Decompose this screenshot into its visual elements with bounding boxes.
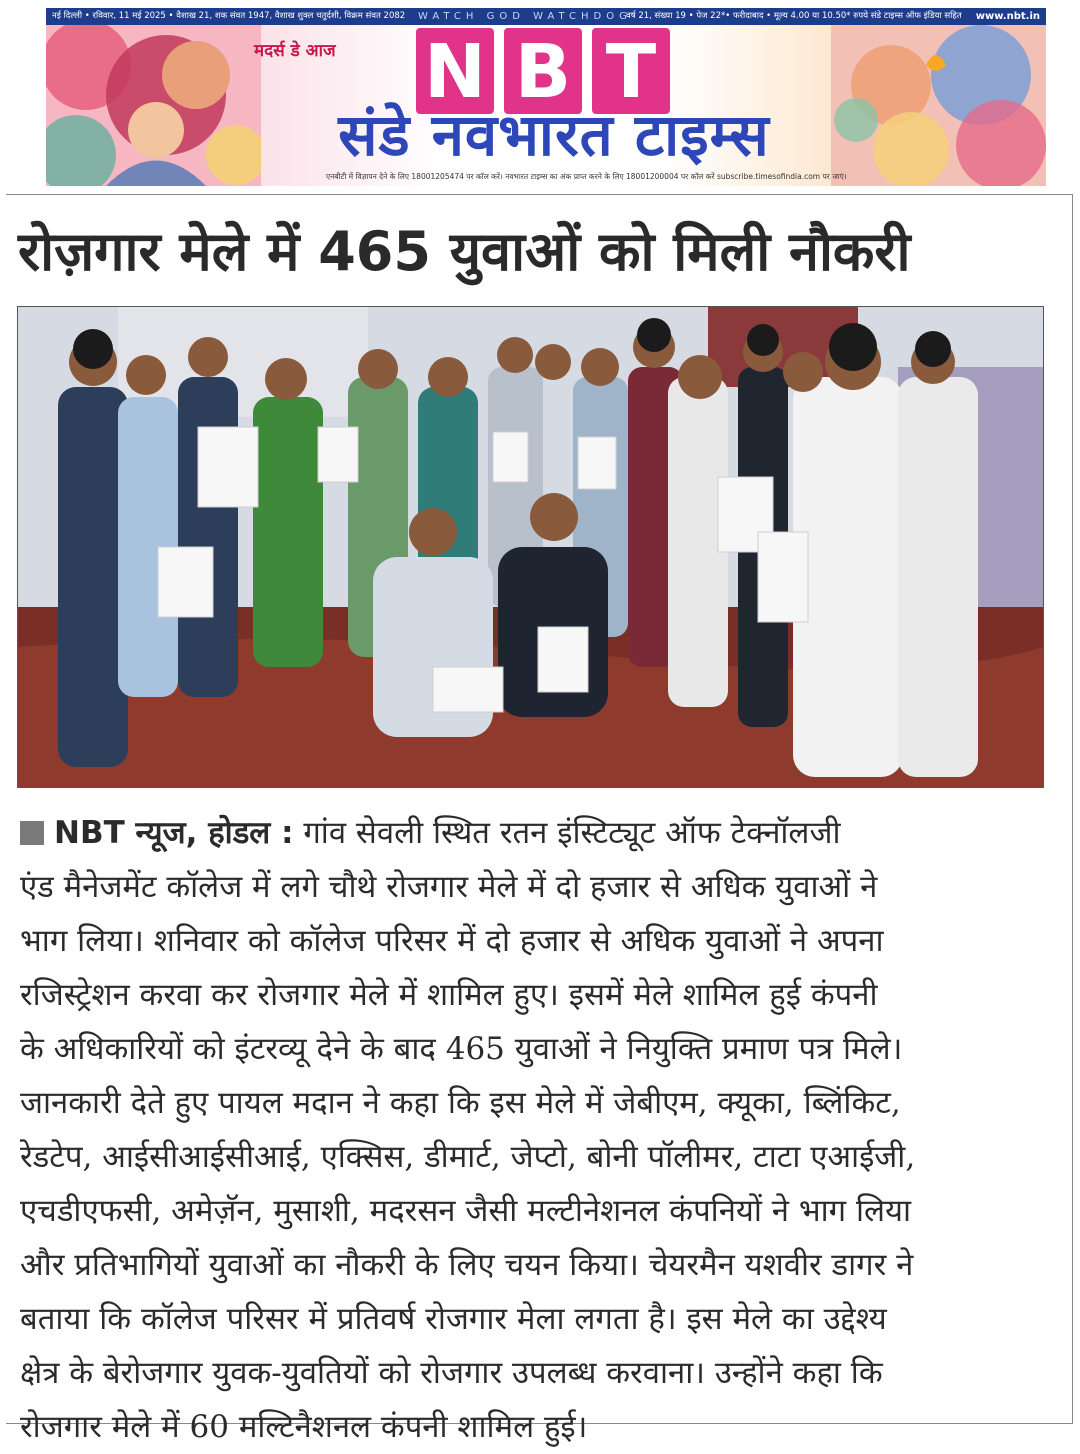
newspaper-wordmark: संडे नवभारत टाइम्स xyxy=(338,101,770,169)
article-headline: रोज़गार मेले में 465 युवाओं को मिली नौकरी xyxy=(18,220,911,283)
website-link[interactable]: www.nbt.in xyxy=(975,11,1040,22)
masthead xyxy=(46,8,1046,186)
article-line: के अधिकारियों को इंटरव्यू देने के बाद 465 युवाओं ने नियुक्ति प्रमाण पत्र मिले। xyxy=(20,1031,903,1067)
logo-letter-t: T xyxy=(592,28,670,114)
article-line: और प्रतिभागियों युवाओं का नौकरी के लिए चयन किया। चेयरमैन यशवीर डागर ने xyxy=(20,1247,914,1283)
article-byline: NBT न्यूज, होडल : xyxy=(54,815,294,851)
article-line-1 xyxy=(20,806,1050,860)
article-line: भाग लिया। शनिवार को कॉलेज परिसर में दो हजार से अधिक युवाओं ने अपना xyxy=(20,923,884,959)
article-line: रेडटेप, आईसीआईसीआई, एक्सिस, डीमार्ट, जेप्टो, बोनी पॉलीमर, टाटा एआईजी, xyxy=(20,1139,916,1175)
mothers-day-label: मदर्स डे आज xyxy=(254,41,336,61)
mothers-day-art-right xyxy=(831,25,1046,186)
article-body xyxy=(20,806,1050,1454)
issue-info: वर्ष 21, संख्या 19 • पेज 22*• फरीदाबाद • मूल्य 4.00 या 10.50* रुपये संडे टाइम्स ऑफ इंडिया सहित xyxy=(626,11,962,21)
article-line: बताया कि कॉलेज परिसर में प्रतिवर्ष रोजगार मेला लगता है। इस मेले का उद्देश्य xyxy=(20,1301,887,1337)
dateline: नई दिल्ली • रविवार, 11 मई 2025 • वैशाख 21, शक संवत 1947, वैशाख शुक्ल चतुर्दशी, विक्रम संवत 2082 xyxy=(52,11,406,21)
article-line: एचडीएफसी, अमेज़ॅन, मुसाशी, मदरसन जैसी मल्टीनेशनल कंपनियों ने भाग लिया xyxy=(20,1193,912,1229)
article-line: रोजगार मेले में 60 मल्टिनैशनल कंपनी शामिल हुई। xyxy=(20,1409,588,1445)
masthead-top-strip xyxy=(46,8,1046,25)
article-text: गांव सेवली स्थित रतन इंस्टिट्यूट ऑफ टेक्नॉलजी xyxy=(303,815,841,851)
subscribe-line: एनबीटी में विज्ञापन देने के लिए 18001205474 पर कॉल करें। नवभारत टाइम्स का अंक प्राप्त करने के लिए 18001200004 पर कॉल करें subscribe.timesofindia.com पर जाएं। xyxy=(326,172,847,181)
article-line: जानकारी देते हुए पायल मदान ने कहा कि इस मेले में जेबीएम, क्यूका, ब्लिंकिट, xyxy=(20,1085,901,1121)
mothers-day-art-left xyxy=(46,25,261,186)
motto: WATCH GOD WATCHDOG xyxy=(418,11,632,22)
article-line: क्षेत्र के बेरोजगार युवक-युवतियों को रोजगार उपलब्ध करवाना। उन्होंने कहा कि xyxy=(20,1355,883,1391)
article-line: रजिस्ट्रेशन करवा कर रोजगार मेले में शामिल हुए। इसमें मेले शामिल हुई कंपनी xyxy=(20,977,878,1013)
logo-letter-b: B xyxy=(504,28,582,114)
article-line: एंड मैनेजमेंट कॉलेज में लगे चौथे रोजगार मेले में दो हजार से अधिक युवाओं ने xyxy=(20,869,878,905)
job-fair-group-photo xyxy=(17,306,1044,788)
bullet-square-icon xyxy=(20,821,44,845)
logo-letter-n: N xyxy=(416,28,494,114)
